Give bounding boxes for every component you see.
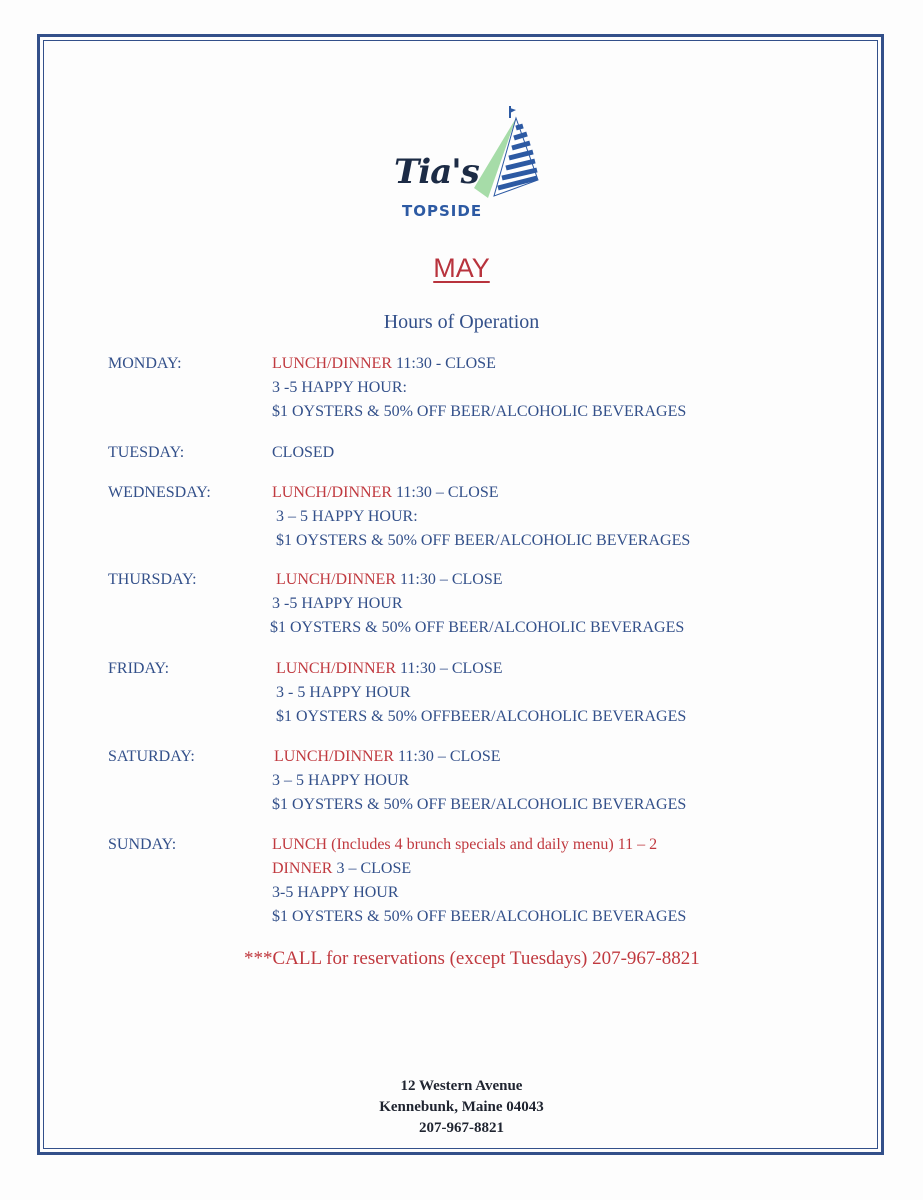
schedule-line: [272, 484, 499, 502]
schedule-text: 3 – CLOSE: [332, 860, 412, 877]
meal-label: LUNCH/DINNER: [274, 748, 394, 765]
schedule-text: 11:30 – CLOSE: [396, 660, 503, 677]
meal-label: LUNCH/DINNER: [276, 660, 396, 677]
day-label: THURSDAY:: [108, 571, 197, 588]
schedule-text: $1 OYSTERS & 50% OFF BEER/ALCOHOLIC BEVERAGES: [270, 619, 685, 636]
schedule-line: [276, 684, 411, 702]
schedule-text: 11:30 – CLOSE: [396, 571, 503, 588]
meal-label: LUNCH/DINNER: [272, 484, 392, 501]
schedule-line: [272, 908, 686, 926]
day-label: SUNDAY:: [108, 836, 177, 853]
schedule-text: $1 OYSTERS & 50% OFF BEER/ALCOHOLIC BEVERAGES: [272, 908, 687, 925]
schedule-line: [272, 595, 403, 613]
schedule-line: [272, 772, 409, 790]
restaurant-logo: [388, 98, 548, 228]
schedule-line: [272, 379, 407, 397]
schedule-line: [270, 619, 684, 637]
meal-label: LUNCH/DINNER: [276, 571, 396, 588]
schedule-line: [276, 508, 418, 526]
address-city: Kennebunk, Maine 04043: [379, 1099, 544, 1115]
hours-title: Hours of Operation: [383, 311, 540, 333]
schedule-text: 3 – 5 HAPPY HOUR: [272, 772, 410, 789]
address-street: 12 Western Avenue: [400, 1078, 523, 1094]
schedule-line: [272, 860, 411, 878]
schedule-line: [272, 403, 686, 421]
schedule-line: [272, 796, 686, 814]
day-label: TUESDAY:: [108, 444, 185, 461]
meal-label: DINNER: [272, 860, 333, 877]
schedule-text: 3 - 5 HAPPY HOUR: [276, 684, 411, 701]
schedule-text: $1 OYSTERS & 50% OFF BEER/ALCOHOLIC BEVERAGES: [276, 532, 691, 549]
schedule-line: [272, 884, 399, 902]
schedule-line: [276, 532, 690, 550]
schedule-line: [274, 748, 501, 766]
schedule-text: 11:30 - CLOSE: [392, 355, 496, 372]
schedule-text: 3 – 5 HAPPY HOUR:: [276, 508, 418, 525]
schedule-text: 3 -5 HAPPY HOUR:: [272, 379, 407, 396]
meal-label: LUNCH (Includes 4 brunch specials and daily menu) 11 – 2: [272, 836, 658, 853]
logo-script-text: Tia's: [394, 152, 479, 192]
meal-label: LUNCH/DINNER: [272, 355, 392, 372]
schedule-text: 11:30 – CLOSE: [392, 484, 499, 501]
day-label: SATURDAY:: [108, 748, 195, 765]
schedule-text: $1 OYSTERS & 50% OFFBEER/ALCOHOLIC BEVERAGES: [276, 708, 687, 725]
reservation-note: ***CALL for reservations (except Tuesdays) 207-967-8821: [244, 948, 700, 969]
schedule-line: [276, 660, 503, 678]
schedule-text: 11:30 – CLOSE: [394, 748, 501, 765]
month-heading: MAY: [433, 253, 490, 283]
schedule-line: [272, 444, 334, 462]
schedule-text: 3-5 HAPPY HOUR: [272, 884, 399, 901]
schedule-line: [272, 836, 657, 854]
schedule-text: CLOSED: [272, 444, 335, 461]
schedule-line: [272, 355, 496, 373]
schedule-text: $1 OYSTERS & 50% OFF BEER/ALCOHOLIC BEVERAGES: [272, 796, 687, 813]
schedule-text: $1 OYSTERS & 50% OFF BEER/ALCOHOLIC BEVERAGES: [272, 403, 687, 420]
schedule-line: [276, 571, 503, 589]
day-label: MONDAY:: [108, 355, 182, 372]
schedule-text: 3 -5 HAPPY HOUR: [272, 595, 403, 612]
address-phone: 207-967-8821: [419, 1120, 504, 1136]
day-label: FRIDAY:: [108, 660, 170, 677]
day-label: WEDNESDAY:: [108, 484, 211, 501]
logo-subtext: TOPSIDE: [402, 202, 483, 220]
schedule-line: [276, 708, 686, 726]
